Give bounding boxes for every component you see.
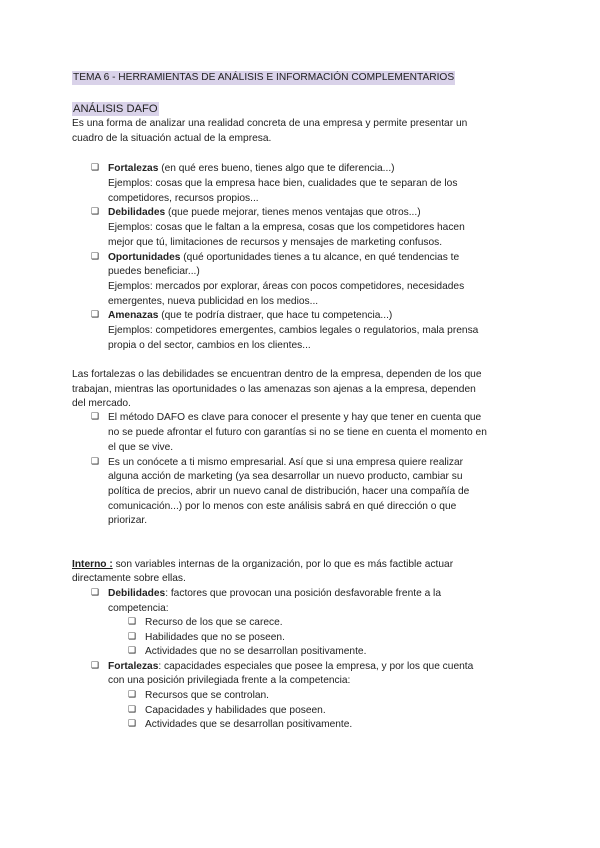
- paragraph-line: Las fortalezas o las debilidades se encuentran dentro de la empresa, dependen de los que: [72, 369, 482, 380]
- bullet-icon: ❑: [91, 588, 100, 598]
- note-line: Es un conócete a ti mismo empresarial. Así que si una empresa quiere realizar: [108, 457, 464, 468]
- paragraph-line: trabajan, mientras las oportunidades o las amenazas son ajenas a la empresa, dependen: [72, 384, 476, 395]
- note-line: El método DAFO es clave para conocer el presente y hay que tener en cuenta que: [108, 412, 482, 423]
- list-item: Amenazas (que te podría distraer, que hace tu competencia...): [108, 310, 393, 321]
- sub-item: Actividades que se desarrollan positivamente.: [145, 719, 353, 730]
- bullet-icon: ❑: [128, 646, 137, 656]
- bullet-icon: ❑: [91, 252, 100, 262]
- note-line: el que se vive.: [108, 442, 174, 453]
- intro-line-2: cuadro de la situación actual de la empresa.: [72, 133, 272, 144]
- example-line: propia o del sector, cambios en los clientes...: [108, 340, 311, 351]
- example-line: Ejemplos: cosas que la empresa hace bien, cualidades que te separan de los: [108, 178, 458, 189]
- note-line: alguna acción de marketing (ya sea desarrollar un nuevo producto, cambiar su: [108, 471, 463, 482]
- list-item-continued: puedes beneficiar...): [108, 266, 200, 277]
- bullet-icon: ❑: [128, 719, 137, 729]
- example-line: emergentes, nueva publicidad en los medios...: [108, 296, 319, 307]
- bullet-icon: ❑: [91, 412, 100, 422]
- bullet-icon: ❑: [128, 705, 137, 715]
- list-item-continued: competencia:: [108, 603, 169, 614]
- example-line: Ejemplos: cosas que le faltan a la empresa, cosas que los competidores hacen: [108, 222, 465, 233]
- intro-line-1: Es una forma de analizar una realidad concreta de una empresa y permite presentar un: [72, 118, 468, 129]
- note-line: priorizar.: [108, 515, 148, 526]
- bullet-icon: ❑: [91, 310, 100, 320]
- bullet-icon: ❑: [91, 661, 100, 671]
- list-item-continued: con una posición privilegiada frente a la competencia:: [108, 675, 351, 686]
- section-heading: ANÁLISIS DAFO: [73, 103, 158, 115]
- bullet-icon: ❑: [128, 632, 137, 642]
- bullet-icon: ❑: [91, 207, 100, 217]
- bullet-icon: ❑: [128, 690, 137, 700]
- paragraph-line: del mercado.: [72, 398, 131, 409]
- example-line: Ejemplos: competidores emergentes, cambios legales o regulatorios, mala prensa: [108, 325, 479, 336]
- bullet-icon: ❑: [128, 617, 137, 627]
- list-item: Debilidades (que puede mejorar, tienes menos ventajas que otros...): [108, 207, 421, 218]
- sub-item: Recursos que se controlan.: [145, 690, 270, 701]
- page-title: TEMA 6 - HERRAMIENTAS DE ANÁLISIS E INFORMACIÓN COMPLEMENTARIOS: [73, 72, 455, 83]
- interno-line: directamente sobre ellas.: [72, 573, 186, 584]
- example-line: competidores, recursos propios...: [108, 193, 259, 204]
- note-line: política de precios, abrir un nuevo canal de distribución, hacer una compañía de: [108, 486, 470, 497]
- sub-item: Capacidades y habilidades que poseen.: [145, 705, 326, 716]
- note-line: comunicación...) por lo menos con este análisis sabrá en qué dirección o que: [108, 501, 457, 512]
- list-item: Debilidades: factores que provocan una posición desfavorable frente a la: [108, 588, 441, 599]
- list-item: Oportunidades (qué oportunidades tienes a tu alcance, en qué tendencias te: [108, 252, 460, 263]
- example-line: mejor que tú, limitaciones de recursos y mensajes de marketing confusos.: [108, 237, 443, 248]
- bullet-icon: ❑: [91, 163, 100, 173]
- list-item: Fortalezas (en qué eres bueno, tienes algo que te diferencia...): [108, 163, 395, 174]
- example-line: Ejemplos: mercados por explorar, áreas con pocos competidores, necesidades: [108, 281, 465, 292]
- list-item: Fortalezas: capacidades especiales que posee la empresa, y por los que cuenta: [108, 661, 474, 672]
- bullet-icon: ❑: [91, 457, 100, 467]
- note-line: no se puede afrontar el futuro con garantías si no se tiene en cuenta el momento en: [108, 427, 487, 438]
- sub-item: Habilidades que no se poseen.: [145, 632, 285, 643]
- interno-line: Interno : son variables internas de la organización, por lo que es más factible actuar: [72, 559, 454, 570]
- sub-item: Actividades que no se desarrollan positivamente.: [145, 646, 367, 657]
- sub-item: Recurso de los que se carece.: [145, 617, 283, 628]
